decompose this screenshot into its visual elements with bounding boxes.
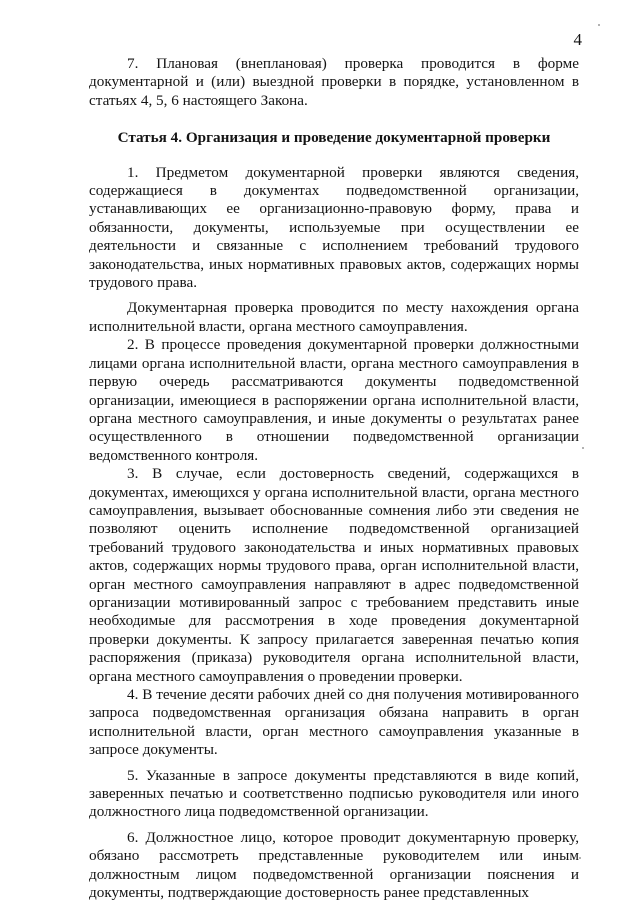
paragraph-1-continued: Документарная проверка проводится по месту нахождения органа исполнительной власти, органа местного самоуправления. bbox=[89, 299, 579, 335]
document-body bbox=[89, 55, 579, 902]
scan-artifact bbox=[579, 857, 581, 859]
paragraph-7: 7. Плановая (внеплановая) проверка проводится в форме документарной и (или) выездной проверки в порядке, установленном в статьях 4, 5, 6 настоящего Закона. bbox=[89, 55, 579, 109]
paragraph-4: 4. В течение десяти рабочих дней со дня получения мотивированного запроса подведомственная организация обязана направить в орган исполнительной власти, орган местного самоуправления указанные в запросе документы. bbox=[89, 686, 579, 759]
paragraph-2: 2. В процессе проведения документарной проверки должностными лицами органа исполнительной власти, органа местного самоуправления в первую очередь рассматриваются документы подведомственной организации, имеющиеся в распоряжении органа исполнительной власти, органа местного самоуправления, и иные документы о результатах ранее осуществленного в отношении подведомственной организации ведомственного контроля. bbox=[89, 336, 579, 464]
paragraph-6: 6. Должностное лицо, которое проводит документарную проверку, обязано рассмотреть представленные руководителем или иным должностным лицом подведомственной организации пояснения и документы, подтверждающие достоверность ранее представленных bbox=[89, 828, 579, 902]
scan-artifact bbox=[598, 24, 600, 26]
paragraph-3: 3. В случае, если достоверность сведений, содержащихся в документах, имеющихся у органа исполнительной власти, органа местного самоуправления, вызывает обоснованные сомнения либо эти сведения не позволяют оценить исполнение подведомственной организацией требований трудового законодательства и иных нормативных правовых актов, содержащих нормы трудового права, орган исполнительной власти, орган местного самоуправления направляют в адрес подведомственной организации мотивированный запрос с требованием представить иные необходимые для рассмотрения в ходе проведения документарной проверки документы. К запросу прилагается заверенная печатью копия распоряжения (приказа) руководителя органа исполнительной власти, органа местного самоуправления о проведении проверки. bbox=[89, 465, 579, 685]
paragraph-5: 5. Указанные в запросе документы представляются в виде копий, заверенных печатью и соответственно подписью руководителя или иного должностного лица подведомственной организации. bbox=[89, 766, 579, 821]
article-heading: Статья 4. Организация и проведение документарной проверки bbox=[117, 129, 551, 147]
paragraph-1: 1. Предметом документарной проверки являются сведения, содержащиеся в документах подведомственной организации, устанавливающих ее организационно-правовую форму, права и обязанности, документы, используемые при осуществлении ее деятельности и связанные с исполнением требований трудового законодательства, иных нормативных правовых актов, содержащих нормы трудового права. bbox=[89, 163, 579, 292]
scan-artifact bbox=[582, 447, 584, 449]
page-number: 4 bbox=[573, 30, 582, 49]
